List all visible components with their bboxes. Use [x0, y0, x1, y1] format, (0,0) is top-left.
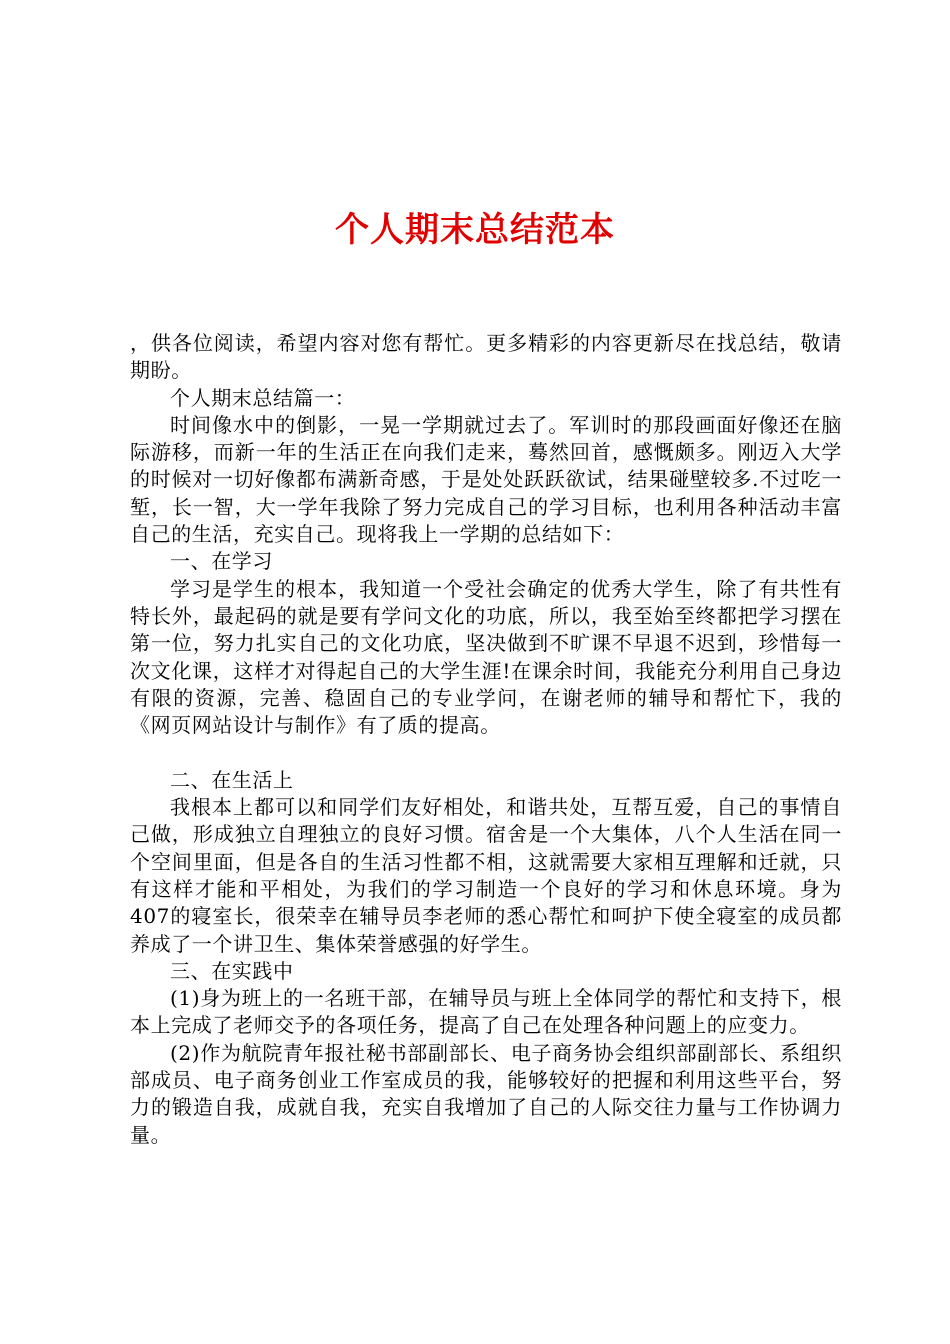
practice-item-2: (2)作为航院青年报社秘书部副部长、电子商务协会组织部副部长、系组织部成员、电子商务创业工作室成员的我，能够较好的把握和利用这些平台，努力的锻造自我，成就自我，充实自我增加了自己的人际交往力量与工作协调力量。 — [130, 1040, 842, 1147]
practice-item-1: (1)身为班上的一名班干部，在辅导员与班上全体同学的帮忙和支持下，根本上完成了老师交予的各项任务，提高了自己在处理各种问题上的应变力。 — [130, 986, 842, 1038]
section-heading-part-one: 个人期末总结篇一： — [170, 385, 356, 410]
opening-paragraph: 时间像水中的倒影，一晃一学期就过去了。军训时的那段画面好像还在脑际游移，而新一年的生活正在向我们走来，蓦然回首，感慨颇多。刚迈入大学的时候对一切好像都布满新奇感，于是处处跃跃欲试，结果碰壁较多.不过吃一堑，长一智，大一学年我除了努力完成自己的学习目标，也利用各种活动丰富自己的生活，充实自己。现将我上一学期的总结如下： — [130, 412, 842, 547]
heading-life: 二、在生活上 — [170, 767, 294, 792]
heading-practice: 三、在实践中 — [170, 958, 294, 983]
life-paragraph: 我根本上都可以和同学们友好相处，和谐共处，互帮互爱，自己的事情自己做，形成独立自理独立的良好习惯。宿舍是一个大集体，八个人生活在同一个空间里面，但是各自的生活习性都不相，这就需要大家相互理解和迁就，只有这样才能和平相处，为我们的学习制造一个良好的学习和休息环境。身为407的寝室长，很荣幸在辅导员李老师的悉心帮忙和呵护下使全寝室的成员都养成了一个讲卫生、集体荣誉感强的好学生。 — [130, 795, 842, 956]
study-paragraph: 学习是学生的根本，我知道一个受社会确定的优秀大学生，除了有共性有特长外，最起码的就是要有学问文化的功底，所以，我至始至终都把学习摆在第一位，努力扎实自己的文化功底，坚决做到不旷课不早退不迟到，珍惜每一次文化课，这样才对得起自己的大学生涯!在课余时间，我能充分利用自己身边有限的资源，完善、稳固自己的专业学问，在谢老师的辅导和帮忙下，我的《网页网站设计与制作》有了质的提高。 — [130, 576, 842, 738]
blank-line — [130, 739, 842, 766]
document-title: 个人期末总结范本 — [335, 210, 615, 250]
intro-paragraph: ，供各位阅读，希望内容对您有帮忙。更多精彩的内容更新尽在找总结，敬请期盼。 — [130, 331, 842, 383]
document-body — [130, 330, 842, 1149]
heading-study: 一、在学习 — [170, 549, 273, 574]
